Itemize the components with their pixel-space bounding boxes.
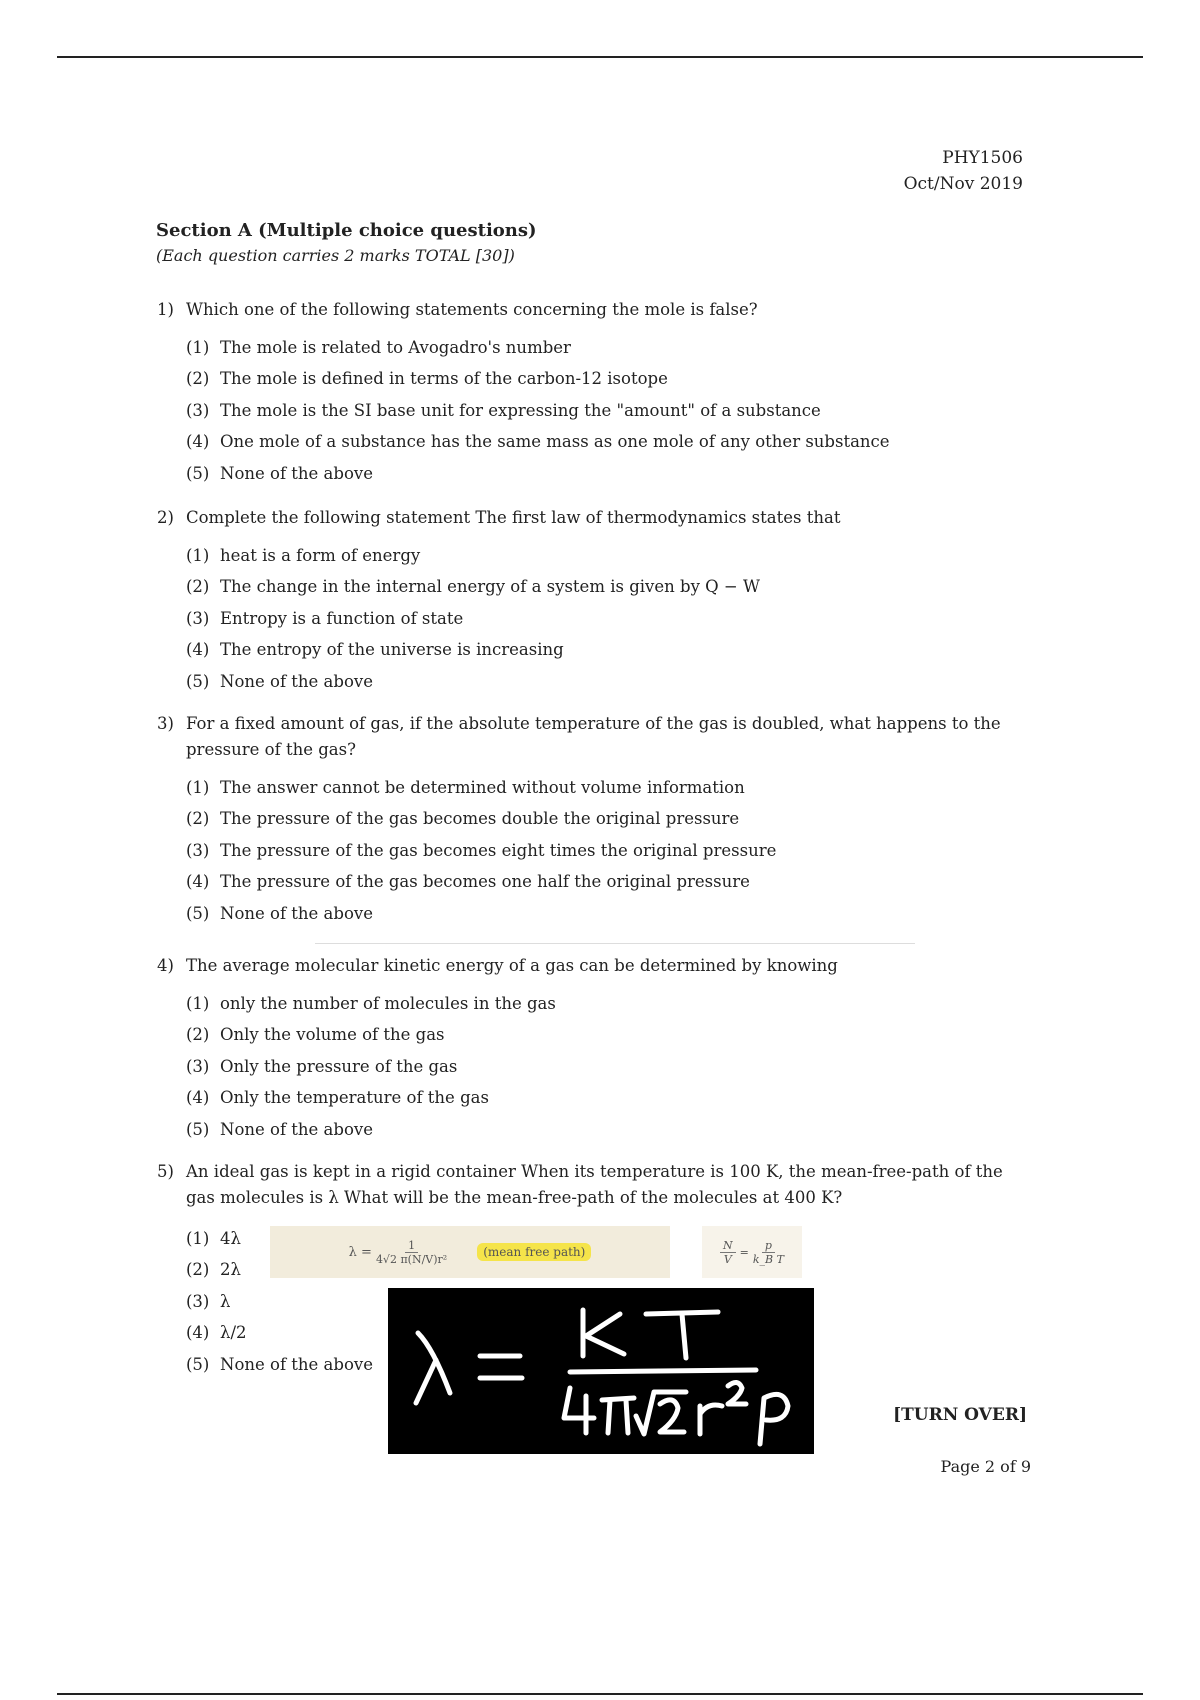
option-number: (2) xyxy=(186,577,210,597)
top-rule xyxy=(57,56,1143,58)
option-number: (1) xyxy=(186,545,210,565)
question-4 xyxy=(157,953,1027,1146)
option-text: The entropy of the universe is increasing xyxy=(220,640,564,660)
option-number: (3) xyxy=(186,840,210,860)
formula-fraction xyxy=(376,1239,447,1266)
option-text: λ xyxy=(220,1291,231,1311)
option xyxy=(186,603,1027,635)
option-text: Only the volume of the gas xyxy=(220,1025,445,1045)
option-number: (3) xyxy=(186,608,210,628)
divider xyxy=(315,943,915,944)
exam-date: Oct/Nov 2019 xyxy=(903,174,1023,194)
mean-free-path-formula-snippet xyxy=(270,1226,670,1278)
formula-lhs: λ = xyxy=(348,1244,372,1260)
option xyxy=(186,540,1027,572)
option-number: (5) xyxy=(186,463,210,483)
page-number: Page 2 of 9 xyxy=(940,1457,1031,1476)
option-text: The change in the internal energy of a system is given by Q − W xyxy=(220,577,760,597)
option-text: Only the temperature of the gas xyxy=(220,1088,489,1108)
formula-numerator: 1 xyxy=(405,1239,418,1253)
option xyxy=(186,898,1027,930)
question-text: Complete the following statement The first law of thermodynamics states that xyxy=(186,508,841,527)
option-number: (2) xyxy=(186,369,210,389)
option xyxy=(186,635,1027,667)
question-1 xyxy=(157,297,1027,490)
question-number: 2) xyxy=(157,508,174,527)
option-text: None of the above xyxy=(220,1119,373,1139)
question-text: For a fixed amount of gas, if the absolute temperature of the gas is doubled, what happens to the pressure of the gas? xyxy=(186,714,1001,759)
n-over-v xyxy=(720,1239,736,1266)
n-symbol: N xyxy=(720,1239,736,1253)
bottom-rule xyxy=(57,1693,1143,1695)
option xyxy=(186,1020,1027,1052)
option-number: (4) xyxy=(186,1323,210,1343)
handwritten-formula xyxy=(388,1288,814,1454)
question-text: An ideal gas is kept in a rigid container When its temperature is 100 K, the mean-free-path of the gas molecules is λ What will be the mean-free-path of the molecules at 400 K? xyxy=(186,1162,1003,1207)
exam-header xyxy=(904,145,1023,197)
option-text: λ/2 xyxy=(220,1323,247,1343)
option-number: (4) xyxy=(186,872,210,892)
question-number: 4) xyxy=(157,956,174,975)
option xyxy=(186,835,1027,867)
option-number: (2) xyxy=(186,1025,210,1045)
option-number: (3) xyxy=(186,1291,210,1311)
option xyxy=(186,1114,1027,1146)
option-text: Entropy is a function of state xyxy=(220,608,464,628)
option-number: (5) xyxy=(186,671,210,691)
option-number: (1) xyxy=(186,1228,210,1248)
option-number: (4) xyxy=(186,1088,210,1108)
option xyxy=(186,666,1027,698)
handwritten-formula-drawing xyxy=(388,1288,814,1454)
option-text: The mole is the SI base unit for expressing the "amount" of a substance xyxy=(220,400,821,420)
option-text: The pressure of the gas becomes double the original pressure xyxy=(220,809,740,829)
option xyxy=(186,867,1027,899)
option-list xyxy=(186,772,1027,930)
option-text: The mole is defined in terms of the carbon-12 isotope xyxy=(220,369,668,389)
question-text: The average molecular kinetic energy of a gas can be determined by knowing xyxy=(186,956,838,975)
option-number: (2) xyxy=(186,809,210,829)
option xyxy=(186,427,1027,459)
option-number: (4) xyxy=(186,432,210,452)
option-number: (3) xyxy=(186,1056,210,1076)
p-over-kt xyxy=(753,1239,784,1266)
option-text: One mole of a substance has the same mass as one mole of any other substance xyxy=(220,432,890,452)
option-text: Only the pressure of the gas xyxy=(220,1056,458,1076)
option-number: (1) xyxy=(186,777,210,797)
option-number: (5) xyxy=(186,1119,210,1139)
option-number: (5) xyxy=(186,1354,210,1374)
question-number: 3) xyxy=(157,714,174,733)
mean-free-path-label: (mean free path) xyxy=(477,1243,591,1261)
option-number: (4) xyxy=(186,640,210,660)
equals-sign: = xyxy=(739,1245,749,1259)
section-title: Section A (Multiple choice questions) xyxy=(156,220,537,241)
option-number: (1) xyxy=(186,993,210,1013)
option-number: (3) xyxy=(186,400,210,420)
course-code: PHY1506 xyxy=(942,148,1023,168)
option-text: The pressure of the gas becomes one half the original pressure xyxy=(220,872,750,892)
option-text: The pressure of the gas becomes eight times the original pressure xyxy=(220,840,777,860)
option xyxy=(186,804,1027,836)
section-subtitle: (Each question carries 2 marks TOTAL [30]) xyxy=(156,246,515,265)
option-text: None of the above xyxy=(220,671,373,691)
option xyxy=(186,1051,1027,1083)
option-list xyxy=(186,540,1027,698)
option xyxy=(186,572,1027,604)
option-text: heat is a form of energy xyxy=(220,545,421,565)
option xyxy=(186,458,1027,490)
p-symbol: p xyxy=(762,1239,775,1253)
option xyxy=(186,364,1027,396)
question-number: 5) xyxy=(157,1162,174,1181)
kt-symbol: k_B T xyxy=(752,1252,784,1266)
option xyxy=(186,772,1027,804)
option xyxy=(186,1083,1027,1115)
option-list xyxy=(186,332,1027,490)
option-text: The mole is related to Avogadro's number xyxy=(220,337,571,357)
option xyxy=(186,395,1027,427)
question-number: 1) xyxy=(157,300,174,319)
option-text: 2λ xyxy=(220,1260,241,1280)
option-text: only the number of molecules in the gas xyxy=(220,993,556,1013)
option xyxy=(186,988,1027,1020)
option-text: 4λ xyxy=(220,1228,241,1248)
option-text: None of the above xyxy=(220,1354,373,1374)
turn-over-note: [TURN OVER] xyxy=(893,1405,1027,1425)
question-3 xyxy=(157,711,1027,930)
option-list xyxy=(186,988,1027,1146)
option-text: None of the above xyxy=(220,463,373,483)
option-number: (2) xyxy=(186,1260,210,1280)
option-text: The answer cannot be determined without volume information xyxy=(220,777,745,797)
option xyxy=(186,332,1027,364)
option-number: (5) xyxy=(186,903,210,923)
question-text: Which one of the following statements concerning the mole is false? xyxy=(186,300,758,319)
option-number: (1) xyxy=(186,337,210,357)
ideal-gas-density-snippet xyxy=(702,1226,802,1278)
formula-denominator: 4√2 π(N/V)r² xyxy=(375,1252,448,1266)
question-2 xyxy=(157,505,1027,698)
option-text: None of the above xyxy=(220,903,373,923)
v-symbol: V xyxy=(723,1252,732,1266)
